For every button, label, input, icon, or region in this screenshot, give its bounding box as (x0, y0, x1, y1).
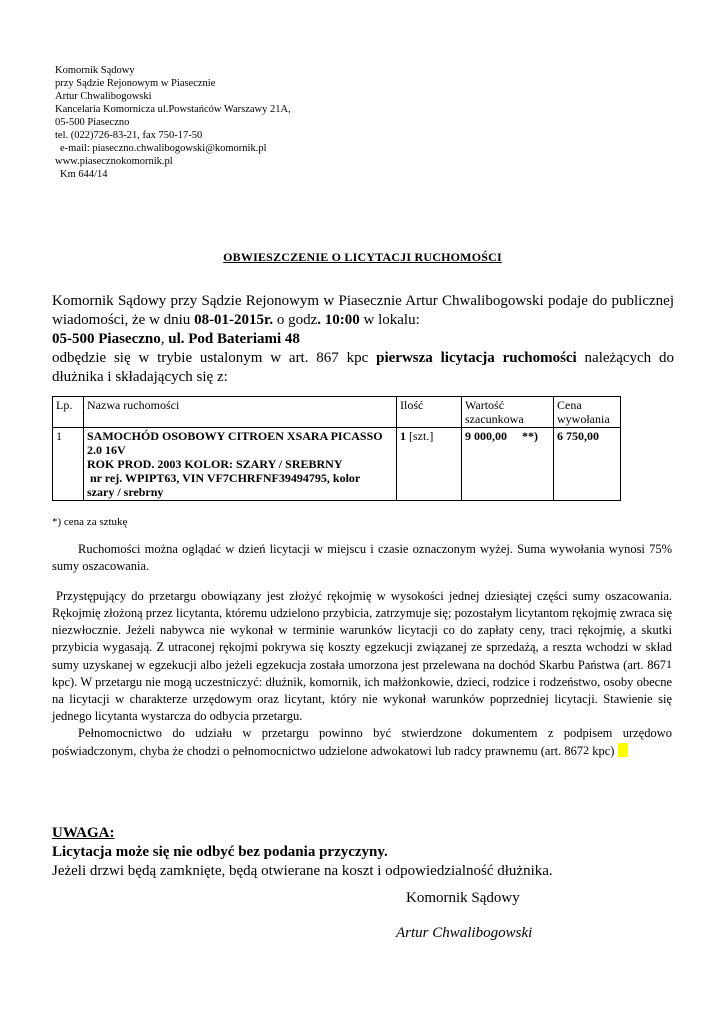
notice-line: Jeżeli drzwi będą zamknięte, będą otwierane na koszt i odpowiedzialność dłużnika. (52, 863, 553, 879)
notice-block (52, 824, 553, 881)
proxy-text: kpc) (589, 744, 615, 758)
letterhead-email: e-mail: piaseczno.chwalibogowski@komornik.pl (60, 143, 267, 154)
letterhead-www: www.piasecznokomornik.pl (55, 156, 173, 167)
location-street: ul. Pod Bateriami 48 (168, 331, 300, 347)
header-qty: Ilość (397, 397, 462, 428)
intro-part: o godz (273, 312, 318, 328)
letterhead (55, 64, 291, 181)
header-value (462, 397, 554, 428)
letterhead-line: Komornik Sądowy (55, 65, 135, 76)
row-qty-unit: [szt.] (406, 429, 434, 443)
proxy-paragraph (52, 725, 672, 760)
header-price-line: wywołania (557, 412, 610, 426)
row-name-line: nr rej. WPIPT63, VIN VF7CHRFNF39494795, kolor (87, 471, 361, 485)
row-lp: 1 (53, 428, 84, 501)
table-header-row (53, 397, 621, 428)
row-name-line: 2.0 16V (87, 443, 126, 457)
row-name-line: ROK PROD. 2003 KOLOR: SZARY / SREBRNY (87, 457, 343, 471)
auction-location (52, 330, 674, 349)
signature-role: Komornik Sądowy (406, 890, 520, 906)
highlight-mark (618, 743, 628, 757)
header-value-line: Wartość (465, 398, 505, 412)
letterhead-line: Artur Chwalibogowski (55, 91, 152, 102)
auction-date: 08-01-2015r. (194, 312, 274, 328)
row-qty-value: 1 (400, 429, 406, 443)
proxy-text: Pełnomocnictwo do udziału w przetargu powinno być stwierdzone dokumentem z podpisem urzędowo poświadczonym, chyba że chodzi o pełnomocnictwo udzielone adwokatowi lub radcy prawnemu (art. 867 (52, 726, 672, 758)
intro-part: odbędzie się w trybie ustalonym w art. 867 kpc (52, 350, 377, 366)
row-value (462, 428, 554, 501)
letterhead-line: 05-500 Piaseczno (55, 117, 130, 128)
intro-text (52, 292, 674, 330)
case-number: Km 644/14 (60, 169, 108, 180)
row-value-amount: 9 000,00 (465, 429, 507, 443)
auction-time: . 10:00 (317, 312, 360, 328)
letterhead-line: tel. (022)726-83-21, fax 750-17-50 (55, 130, 203, 141)
location-separator: , (160, 331, 169, 347)
row-name-line: szary / srebrny (87, 485, 164, 499)
notice-line: Licytacja może się nie odbyć bez podania przyczyny. (52, 844, 388, 860)
letterhead-line: Kancelaria Komornicza ul.Powstańców Warszawy 21A, (55, 104, 291, 115)
signature-name: Artur Chwalibogowski (396, 925, 533, 941)
row-name-line: SAMOCHÓD OSOBOWY CITROEN XSARA PICASSO (87, 429, 383, 443)
header-price-line: Cena (557, 398, 582, 412)
conditions-text (52, 541, 672, 760)
notice-title: UWAGA: (52, 825, 115, 841)
location-city: 05-500 Piaseczno (52, 331, 161, 347)
intro-part: należących do dłużnika i składających się z: (52, 350, 674, 385)
intro-paragraph (52, 292, 674, 387)
intro-part: Komornik Sądowy przy Sądzie Rejonowym w Piasecznie Artur Chwalibogowski podaje do publicznej wiadomości, że w dniu (52, 293, 674, 328)
row-price: 6 750,00 (554, 428, 621, 501)
deposit-paragraph (52, 588, 672, 725)
auction-type: pierwsza licytacja ruchomości (376, 350, 577, 366)
letterhead-line: przy Sądzie Rejonowym w Piasecznie (55, 78, 216, 89)
article-superscript: 2 (583, 743, 590, 757)
row-value-mark: **) (522, 429, 538, 443)
intro-text-2 (52, 349, 674, 387)
document-title: OBWIESZCZENIE O LICYTACJI RUCHOMOŚCI (223, 250, 502, 264)
row-qty (397, 428, 462, 501)
footnote: *) cena za sztukę (52, 516, 128, 528)
row-name (84, 428, 397, 501)
deposit-text: Przystępujący do przetargu obowiązany jest złożyć rękojmię w wysokości jednej dziesiątej części sumy oszacowania. Rękojmię złożoną przez licytanta, któremu udzielono przybicia, zatrzymuje się; pozostałym licytantom rękojmię zwraca się niezwłocznie. Jeżeli nabywca nie wykonał w terminie warunków licytacji co do zapłaty ceny, traci rękojmię, a skutki przybicia wygasają. Z utraconej rękojmi pokrywa się koszty egzekucji związanej ze sprzedażą, a reszta wchodzi w skład sumy uzyskanej w egzekucji albo jeżeli egzekucja została umorzona jest przelewana na dochód Skarbu Państwa (art. 867 (52, 589, 672, 672)
intro-part: w lokalu: (359, 312, 420, 328)
header-price (554, 397, 621, 428)
items-table (52, 396, 621, 501)
viewing-paragraph: Ruchomości można oglądać w dzień licytacji w miejscu i czasie oznaczonym wyżej. Suma wywołania wynosi 75% sumy oszacowania. (52, 542, 672, 573)
table-row (53, 428, 621, 501)
header-value-line: szacunkowa (465, 412, 524, 426)
header-name: Nazwa ruchomości (84, 397, 397, 428)
deposit-text: kpc). W przetargu nie mogą uczestniczyć: dłużnik, komornik, ich małżonkowie, dzieci, rodzice i rodzeństwo, osoby obecne na licytacji w charakterze urzędowym oraz licytant, który nie wykonał warunków poprzedniej licytacji. Stawienie się jednego licytanta wystarcza do odbycia przetargu. (52, 675, 672, 723)
header-lp: Lp. (53, 397, 84, 428)
article-superscript: 1 (666, 657, 672, 671)
